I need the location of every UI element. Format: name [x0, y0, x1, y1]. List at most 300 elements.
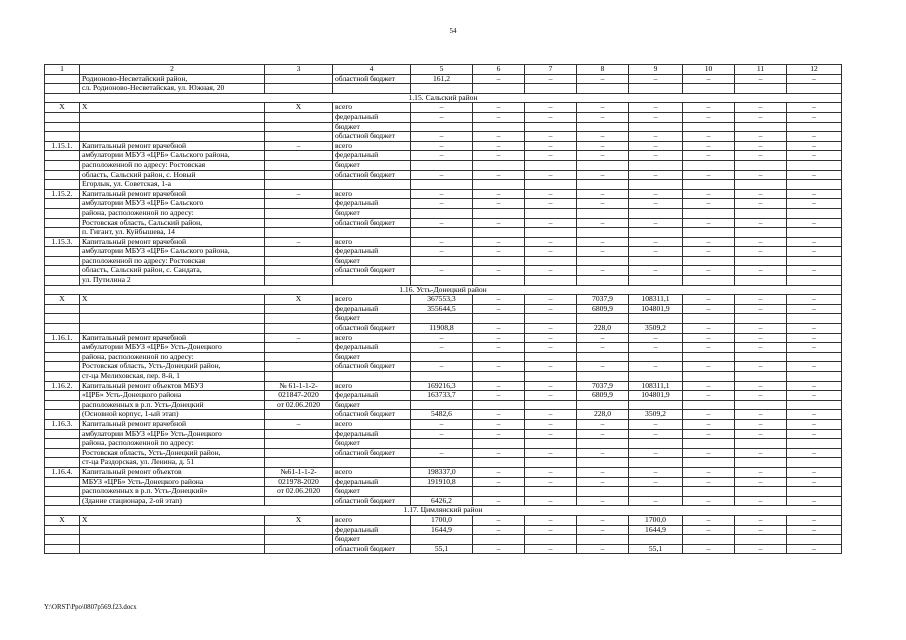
value-cell: – — [735, 132, 787, 142]
row-number-cell — [45, 180, 80, 190]
object-name-cell: Ростовская область, Сальский район, — [80, 218, 265, 228]
value-cell: – — [411, 419, 473, 429]
value-cell: 3509,2 — [629, 324, 683, 334]
value-cell — [629, 228, 683, 238]
object-name-cell: района, расположенной по адресу: — [80, 208, 265, 218]
budget-source-cell: федеральный — [333, 525, 411, 535]
value-cell: – — [735, 247, 787, 257]
value-cell: – — [787, 410, 842, 420]
table-row — [45, 439, 842, 449]
object-name-cell: Капитальный ремонт объектов МБУЗ — [80, 381, 265, 391]
value-cell — [629, 372, 683, 382]
value-cell: – — [577, 515, 629, 525]
document-cell — [265, 324, 333, 334]
value-cell: – — [683, 189, 735, 199]
value-cell — [525, 487, 577, 497]
value-cell: – — [629, 151, 683, 161]
section-title: 1.17. Цимлянский район — [45, 506, 842, 516]
value-cell: – — [683, 391, 735, 401]
object-name-cell: расположенной по адресу: Ростовская — [80, 160, 265, 170]
row-number-cell — [45, 372, 80, 382]
value-cell: – — [787, 218, 842, 228]
value-cell: 1644,9 — [629, 525, 683, 535]
header-cell: 5 — [411, 65, 473, 75]
value-cell — [473, 122, 525, 132]
document-cell: 021978-2020 — [265, 477, 333, 487]
value-cell — [525, 208, 577, 218]
table-row — [45, 324, 842, 334]
row-number-cell: 1.16.3. — [45, 419, 80, 429]
value-cell — [683, 84, 735, 94]
value-cell: – — [473, 295, 525, 305]
document-cell: № 61-1-1-2- — [265, 381, 333, 391]
value-cell: – — [525, 218, 577, 228]
value-cell: – — [473, 237, 525, 247]
value-cell: – — [629, 477, 683, 487]
value-cell: 55,1 — [411, 544, 473, 554]
value-cell: – — [629, 199, 683, 209]
value-cell: – — [577, 189, 629, 199]
value-cell: – — [735, 295, 787, 305]
value-cell — [577, 208, 629, 218]
value-cell — [411, 276, 473, 286]
row-number-cell: 1.16.4. — [45, 467, 80, 477]
value-cell: – — [525, 381, 577, 391]
value-cell — [473, 180, 525, 190]
value-cell — [577, 228, 629, 238]
table-row — [45, 352, 842, 362]
value-cell: – — [787, 515, 842, 525]
value-cell — [411, 160, 473, 170]
value-cell: – — [525, 477, 577, 487]
document-cell — [265, 84, 333, 94]
budget-source-cell: областной бюджет — [333, 544, 411, 554]
value-cell: – — [473, 74, 525, 84]
value-cell: – — [735, 112, 787, 122]
value-cell: – — [411, 237, 473, 247]
value-cell: 198337,0 — [411, 467, 473, 477]
document-cell — [265, 343, 333, 353]
budget-source-cell: бюджет — [333, 314, 411, 324]
document-cell: – — [265, 333, 333, 343]
document-cell — [265, 112, 333, 122]
value-cell: – — [683, 132, 735, 142]
value-cell: – — [629, 343, 683, 353]
value-cell — [473, 256, 525, 266]
value-cell — [473, 458, 525, 468]
value-cell: 1700,0 — [411, 515, 473, 525]
value-cell: – — [473, 333, 525, 343]
table-row — [45, 237, 842, 247]
value-cell — [629, 314, 683, 324]
row-number-cell: 1.15.3. — [45, 237, 80, 247]
value-cell — [577, 122, 629, 132]
value-cell — [735, 314, 787, 324]
budget-source-cell: областной бюджет — [333, 324, 411, 334]
document-cell — [265, 160, 333, 170]
section-header-row — [45, 506, 842, 516]
value-cell — [683, 228, 735, 238]
value-cell: 228,0 — [577, 410, 629, 420]
budget-table — [44, 64, 842, 554]
value-cell — [683, 535, 735, 545]
table-row — [45, 132, 842, 142]
value-cell: – — [473, 170, 525, 180]
row-number-cell: 1.16.2. — [45, 381, 80, 391]
value-cell: – — [577, 141, 629, 151]
value-cell: – — [735, 391, 787, 401]
value-cell — [411, 314, 473, 324]
value-cell — [629, 180, 683, 190]
value-cell: – — [787, 199, 842, 209]
value-cell: – — [577, 496, 629, 506]
value-cell: – — [735, 141, 787, 151]
value-cell: – — [577, 429, 629, 439]
budget-source-cell — [333, 458, 411, 468]
value-cell — [735, 84, 787, 94]
row-number-cell — [45, 74, 80, 84]
row-number-cell — [45, 544, 80, 554]
value-cell: – — [787, 324, 842, 334]
value-cell: – — [735, 381, 787, 391]
value-cell — [735, 122, 787, 132]
budget-source-cell: всего — [333, 237, 411, 247]
value-cell — [787, 487, 842, 497]
value-cell — [411, 228, 473, 238]
document-cell — [265, 180, 333, 190]
table-row — [45, 247, 842, 257]
value-cell: – — [683, 515, 735, 525]
value-cell: – — [411, 189, 473, 199]
value-cell — [525, 180, 577, 190]
table-row — [45, 333, 842, 343]
document-cell: 021847-2020 — [265, 391, 333, 401]
table-row — [45, 180, 842, 190]
object-name-cell: Капитальный ремонт врачебной — [80, 189, 265, 199]
table-row — [45, 391, 842, 401]
value-cell: – — [411, 170, 473, 180]
value-cell: – — [629, 237, 683, 247]
row-number-cell — [45, 525, 80, 535]
document-cell — [265, 122, 333, 132]
value-cell: – — [683, 343, 735, 353]
value-cell: – — [629, 419, 683, 429]
value-cell — [787, 276, 842, 286]
table-row — [45, 525, 842, 535]
row-number-cell — [45, 391, 80, 401]
value-cell: – — [577, 247, 629, 257]
value-cell: – — [735, 429, 787, 439]
value-cell — [473, 400, 525, 410]
value-cell — [525, 160, 577, 170]
value-cell — [411, 122, 473, 132]
header-cell: 9 — [629, 65, 683, 75]
object-name-cell: Капитальный ремонт врачебной — [80, 419, 265, 429]
value-cell: – — [473, 477, 525, 487]
table-row — [45, 419, 842, 429]
value-cell: – — [411, 103, 473, 113]
value-cell: – — [525, 141, 577, 151]
value-cell: – — [629, 429, 683, 439]
value-cell: – — [683, 381, 735, 391]
document-cell — [265, 525, 333, 535]
value-cell — [787, 256, 842, 266]
document-cell — [265, 448, 333, 458]
object-name-cell: амбулатории МБУЗ «ЦРБ» Сальского района, — [80, 247, 265, 257]
object-name-cell: расположенной по адресу: Ростовская — [80, 256, 265, 266]
table-row — [45, 103, 842, 113]
table-row — [45, 515, 842, 525]
value-cell: – — [411, 343, 473, 353]
document-cell: от 02.06.2020 — [265, 487, 333, 497]
budget-source-cell: всего — [333, 141, 411, 151]
value-cell: – — [577, 544, 629, 554]
value-cell: – — [525, 515, 577, 525]
object-name-cell: расположенных в р.п. Усть-Донецкий» — [80, 487, 265, 497]
value-cell — [735, 458, 787, 468]
value-cell: – — [411, 112, 473, 122]
object-name-cell — [80, 304, 265, 314]
value-cell: – — [473, 448, 525, 458]
value-cell: – — [577, 477, 629, 487]
value-cell — [735, 228, 787, 238]
budget-source-cell — [333, 180, 411, 190]
value-cell: – — [683, 324, 735, 334]
value-cell: – — [683, 103, 735, 113]
value-cell: – — [629, 74, 683, 84]
value-cell — [629, 439, 683, 449]
document-cell — [265, 247, 333, 257]
value-cell: – — [735, 189, 787, 199]
row-number-cell — [45, 199, 80, 209]
value-cell: – — [473, 467, 525, 477]
table-row — [45, 314, 842, 324]
value-cell: – — [473, 151, 525, 161]
value-cell: – — [787, 132, 842, 142]
document-cell: №61-1-1-2- — [265, 467, 333, 477]
value-cell: – — [787, 189, 842, 199]
value-cell — [525, 352, 577, 362]
value-cell: – — [735, 74, 787, 84]
header-cell: 12 — [787, 65, 842, 75]
value-cell — [525, 314, 577, 324]
row-number-cell — [45, 112, 80, 122]
value-cell — [473, 314, 525, 324]
row-number-cell — [45, 151, 80, 161]
document-cell — [265, 208, 333, 218]
value-cell — [683, 372, 735, 382]
value-cell — [473, 228, 525, 238]
value-cell: – — [787, 266, 842, 276]
value-cell: – — [735, 333, 787, 343]
object-name-cell: область, Сальский район, с. Сандата, — [80, 266, 265, 276]
value-cell — [787, 458, 842, 468]
table-row — [45, 381, 842, 391]
value-cell — [577, 256, 629, 266]
budget-source-cell: федеральный — [333, 429, 411, 439]
value-cell: – — [411, 151, 473, 161]
value-cell: – — [683, 170, 735, 180]
budget-source-cell: всего — [333, 419, 411, 429]
value-cell: – — [735, 343, 787, 353]
document-cell — [265, 458, 333, 468]
value-cell — [411, 487, 473, 497]
budget-source-cell: бюджет — [333, 535, 411, 545]
table-row — [45, 170, 842, 180]
value-cell: – — [577, 467, 629, 477]
value-cell: – — [473, 410, 525, 420]
value-cell: – — [629, 496, 683, 506]
value-cell: – — [735, 477, 787, 487]
value-cell — [473, 372, 525, 382]
budget-source-cell: федеральный — [333, 112, 411, 122]
value-cell: – — [787, 496, 842, 506]
budget-source-cell: областной бюджет — [333, 170, 411, 180]
value-cell: 191910,8 — [411, 477, 473, 487]
header-cell: 8 — [577, 65, 629, 75]
table-row — [45, 199, 842, 209]
row-number-cell: Х — [45, 103, 80, 113]
object-name-cell — [80, 122, 265, 132]
value-cell: – — [735, 496, 787, 506]
document-cell — [265, 372, 333, 382]
value-cell: – — [629, 448, 683, 458]
document-cell — [265, 228, 333, 238]
table-row — [45, 228, 842, 238]
document-cell: – — [265, 141, 333, 151]
value-cell: – — [735, 515, 787, 525]
value-cell: – — [473, 218, 525, 228]
value-cell — [577, 487, 629, 497]
value-cell: – — [525, 304, 577, 314]
document-cell: – — [265, 419, 333, 429]
document-cell — [265, 276, 333, 286]
value-cell: 55,1 — [629, 544, 683, 554]
document-cell — [265, 496, 333, 506]
value-cell — [411, 535, 473, 545]
budget-source-cell: бюджет — [333, 160, 411, 170]
value-cell: – — [411, 132, 473, 142]
value-cell: 3509,2 — [629, 410, 683, 420]
value-cell — [473, 276, 525, 286]
value-cell — [735, 180, 787, 190]
value-cell: – — [473, 381, 525, 391]
table-row — [45, 467, 842, 477]
budget-source-cell: бюджет — [333, 400, 411, 410]
document-cell: Х — [265, 103, 333, 113]
value-cell: – — [577, 333, 629, 343]
value-cell: – — [525, 448, 577, 458]
value-cell — [735, 439, 787, 449]
table-row — [45, 343, 842, 353]
value-cell: – — [525, 295, 577, 305]
row-number-cell — [45, 458, 80, 468]
value-cell: – — [787, 391, 842, 401]
budget-source-cell: федеральный — [333, 477, 411, 487]
value-cell — [525, 458, 577, 468]
object-name-cell: область, Сальский район, с. Новый — [80, 170, 265, 180]
value-cell — [735, 487, 787, 497]
object-name-cell: амбулатории МБУЗ «ЦРБ» Усть-Донецкого — [80, 429, 265, 439]
value-cell — [683, 458, 735, 468]
value-cell: – — [473, 544, 525, 554]
document-cell — [265, 304, 333, 314]
row-number-cell — [45, 304, 80, 314]
header-cell: 11 — [735, 65, 787, 75]
value-cell — [411, 208, 473, 218]
value-cell: – — [473, 189, 525, 199]
value-cell: – — [787, 304, 842, 314]
value-cell: – — [473, 419, 525, 429]
value-cell: – — [683, 199, 735, 209]
object-name-cell: Ростовская область, Усть-Донецкий район, — [80, 448, 265, 458]
budget-source-cell: бюджет — [333, 208, 411, 218]
value-cell: – — [473, 266, 525, 276]
value-cell: – — [787, 419, 842, 429]
object-name-cell: района, расположенной по адресу: — [80, 352, 265, 362]
value-cell: – — [683, 477, 735, 487]
value-cell — [683, 122, 735, 132]
value-cell: – — [525, 324, 577, 334]
value-cell — [473, 535, 525, 545]
value-cell: 11908,8 — [411, 324, 473, 334]
budget-source-cell: всего — [333, 295, 411, 305]
row-number-cell — [45, 122, 80, 132]
value-cell — [787, 439, 842, 449]
row-number-cell: 1.15.1. — [45, 141, 80, 151]
object-name-cell: Х — [80, 515, 265, 525]
value-cell: – — [683, 295, 735, 305]
value-cell: – — [629, 112, 683, 122]
value-cell: – — [787, 247, 842, 257]
budget-source-cell: всего — [333, 103, 411, 113]
value-cell — [735, 352, 787, 362]
value-cell: – — [735, 103, 787, 113]
value-cell: – — [577, 103, 629, 113]
table-row — [45, 429, 842, 439]
document-cell — [265, 535, 333, 545]
value-cell: – — [577, 151, 629, 161]
document-cell — [265, 362, 333, 372]
table-row — [45, 266, 842, 276]
row-number-cell — [45, 477, 80, 487]
value-cell: – — [787, 448, 842, 458]
header-cell: 4 — [333, 65, 411, 75]
object-name-cell: п. Гигант, ул. Куйбышева, 14 — [80, 228, 265, 238]
document-cell — [265, 429, 333, 439]
budget-source-cell — [333, 228, 411, 238]
value-cell: – — [735, 304, 787, 314]
row-number-cell — [45, 160, 80, 170]
row-number-cell — [45, 362, 80, 372]
object-name-cell: (Основной корпус, 1-ый этап) — [80, 410, 265, 420]
value-cell: – — [683, 525, 735, 535]
budget-source-cell: бюджет — [333, 352, 411, 362]
value-cell: – — [577, 74, 629, 84]
value-cell: – — [525, 419, 577, 429]
budget-source-cell — [333, 372, 411, 382]
object-name-cell: Капитальный ремонт врачебной — [80, 141, 265, 151]
table-row — [45, 448, 842, 458]
table-row — [45, 295, 842, 305]
value-cell: – — [787, 381, 842, 391]
document-cell — [265, 314, 333, 324]
document-cell: Х — [265, 295, 333, 305]
page-number: 54 — [449, 27, 457, 35]
budget-source-cell: областной бюджет — [333, 448, 411, 458]
document-cell: Х — [265, 515, 333, 525]
table-row — [45, 218, 842, 228]
